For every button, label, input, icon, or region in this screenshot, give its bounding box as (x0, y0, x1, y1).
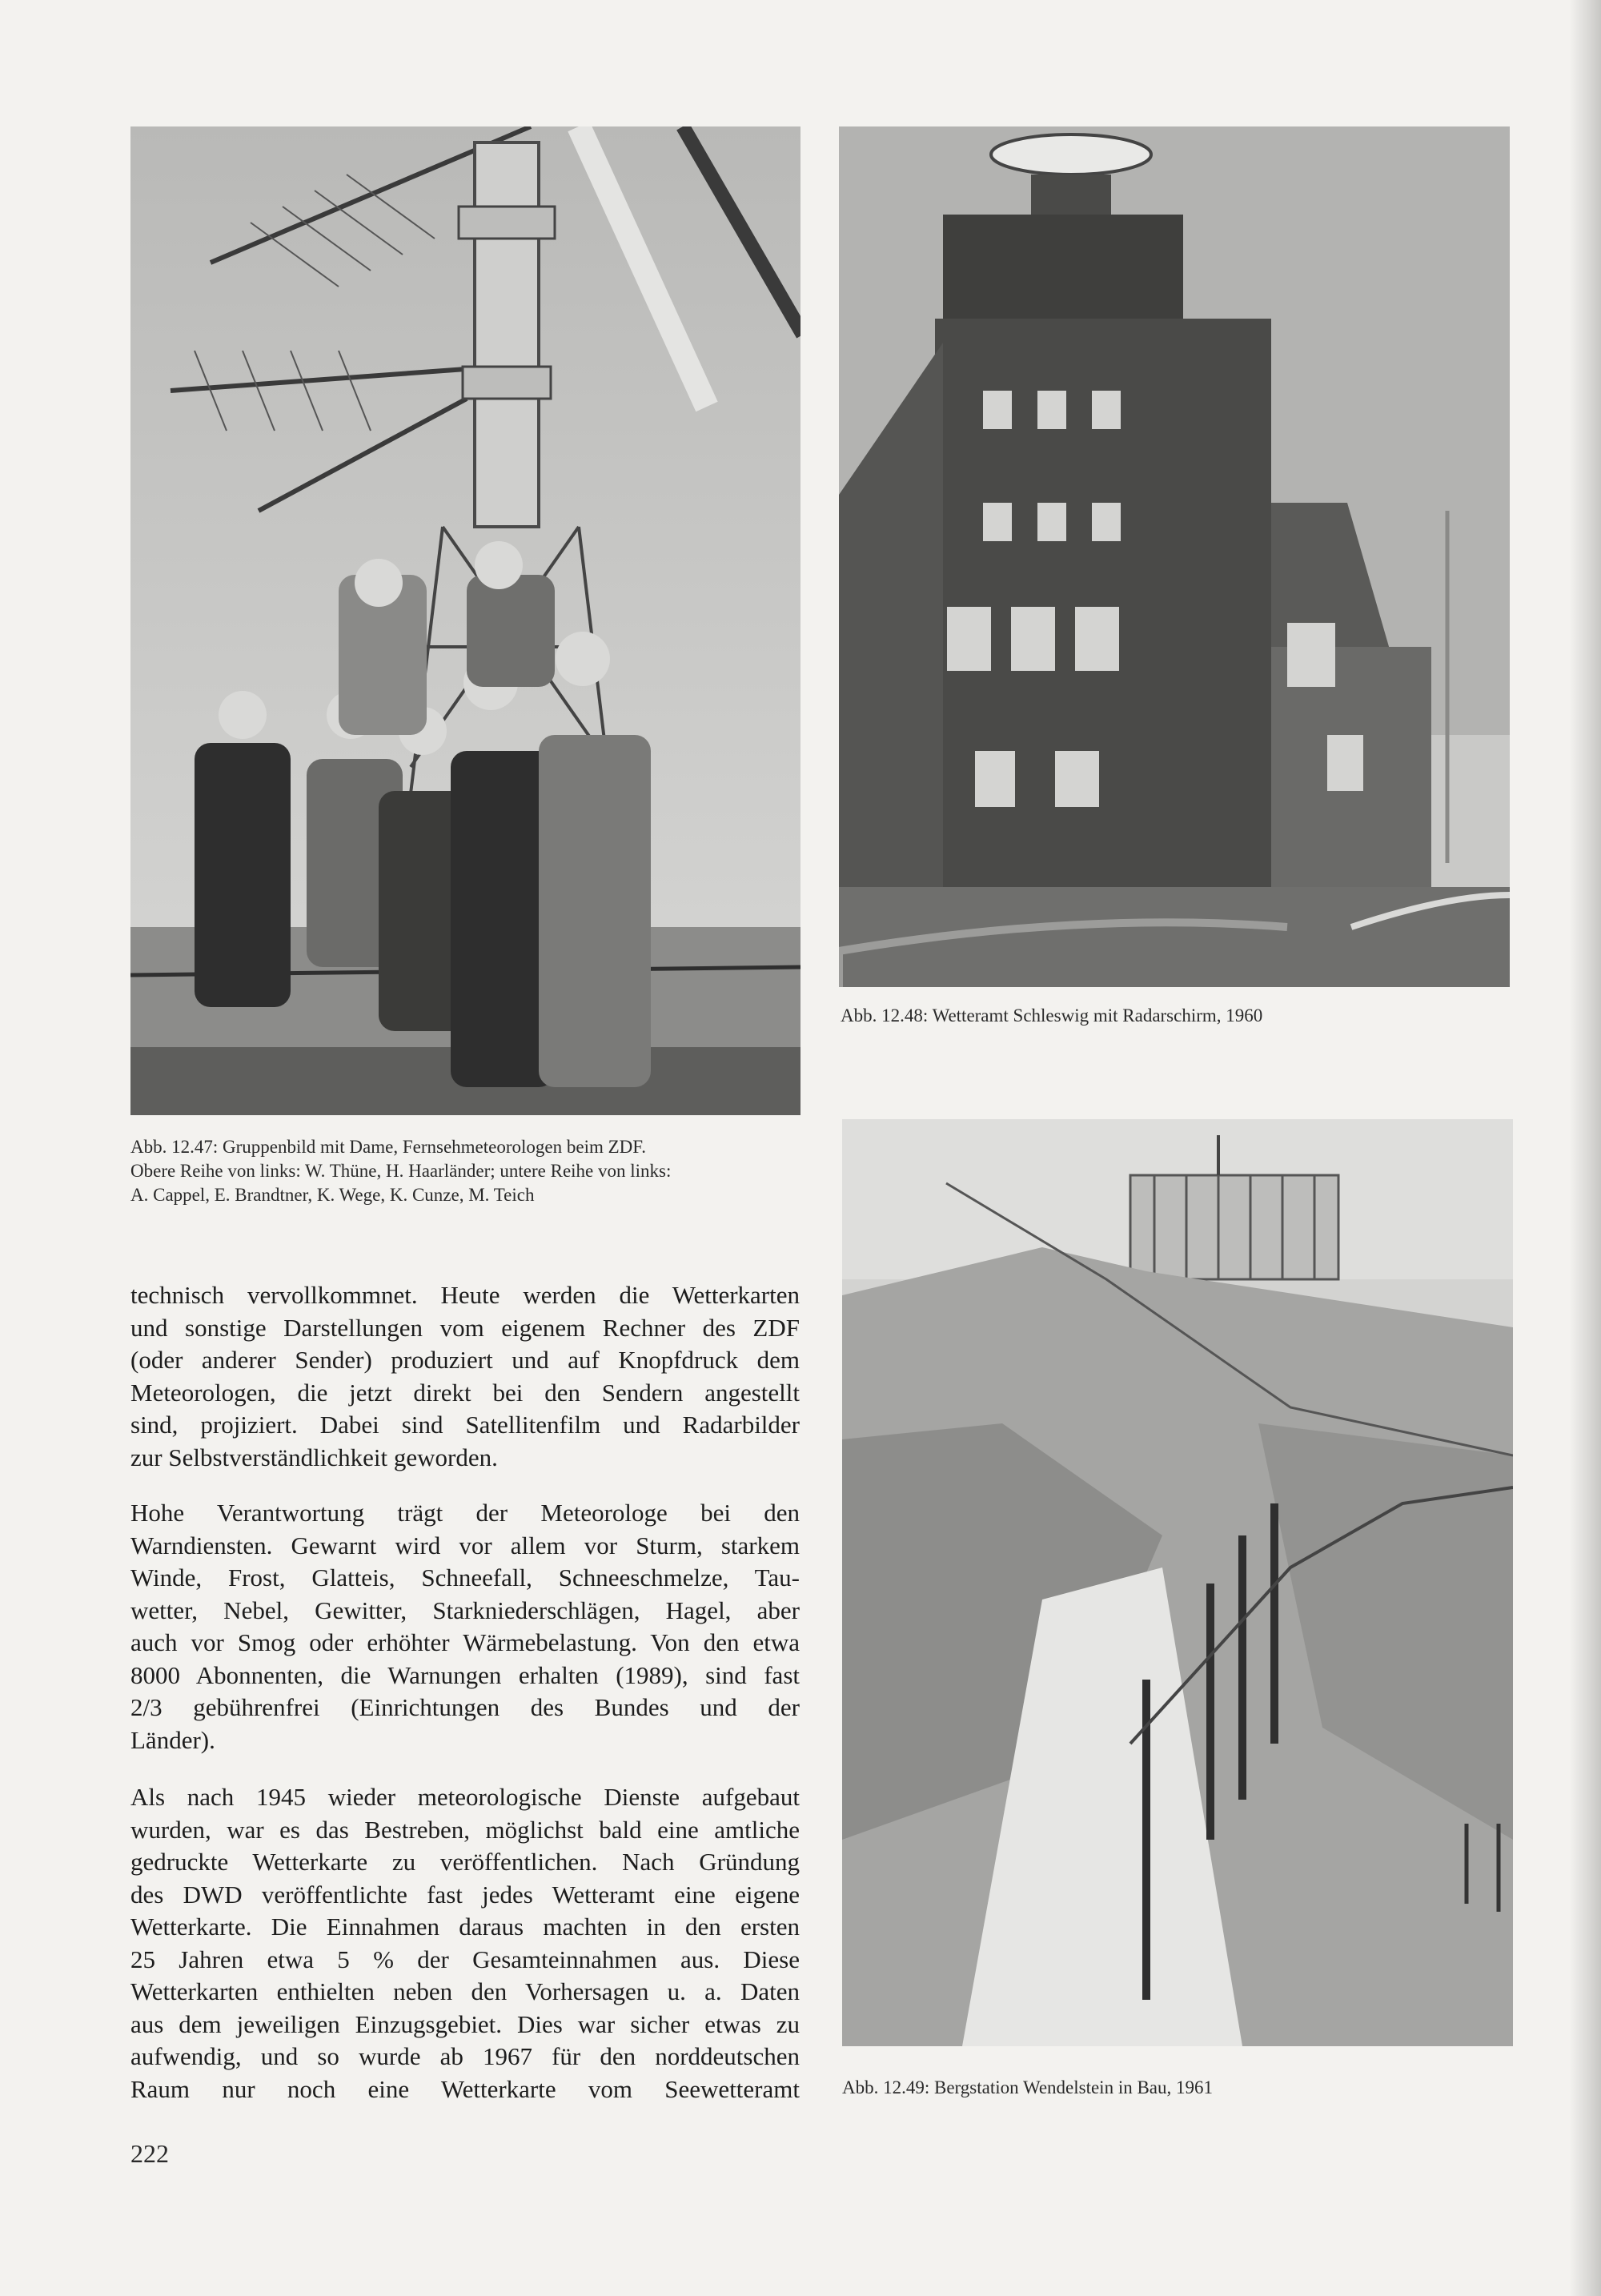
text-line: Meteorologen, die jetzt direkt bei den Sendern angestellt (130, 1378, 800, 1407)
text-line: aus dem jeweiligen Einzugsgebiet. Dies war sicher etwas zu (130, 2009, 800, 2038)
text-line: des DWD veröffentlichte fast jedes Wetteramt eine eigene (130, 1880, 800, 1909)
photo-wetteramt-schleswig (839, 126, 1510, 987)
caption-fig-12-49 (842, 2076, 1213, 2100)
paragraph-2 (130, 1497, 800, 1756)
text-line: wetter, Nebel, Gewitter, Starkniederschlägen, Hagel, aber (130, 1596, 800, 1624)
text-line: 25 Jahren etwa 5 % der Gesamteinnahmen aus. Diese (130, 1945, 800, 1973)
text-line: Raum nur noch eine Wetterkarte vom Seewetteramt (130, 2074, 800, 2103)
caption-text: Abb. 12.49: Bergstation Wendelstein in Bau, 1961 (842, 2077, 1214, 2097)
text-line: auch vor Smog oder erhöhter Wärmebelastung. Von den etwa (130, 1628, 800, 1656)
text-line: Als nach 1945 wieder meteorologische Dienste aufgebaut (130, 1783, 800, 1811)
photo-group-meteorologists (130, 126, 800, 1115)
photo-bergstation-wendelstein (842, 1119, 1513, 2046)
page-number: 222 (130, 2139, 169, 2168)
text-line: wurden, war es das Bestreben, möglichst bald eine amtliche (130, 1815, 800, 1844)
caption-fig-12-47 (130, 1135, 671, 1207)
text-line: gedruckte Wetterkarte zu veröffentlichen. Nach Gründung (130, 1848, 800, 1876)
caption-line: Abb. 12.47: Gruppenbild mit Dame, Fernsehmeteorologen beim ZDF. (130, 1137, 646, 1157)
text-line: 2/3 gebührenfrei (Einrichtungen des Bundes und der (130, 1693, 800, 1721)
text-line: sind, projiziert. Dabei sind Satellitenfilm und Radarbilder (130, 1411, 800, 1439)
caption-text: Abb. 12.48: Wetteramt Schleswig mit Radarschirm, 1960 (841, 1006, 1263, 1026)
text-line: (oder anderer Sender) produziert und auf Knopfdruck dem (130, 1346, 800, 1374)
caption-line: Obere Reihe von links: W. Thüne, H. Haarländer; untere Reihe von links: (130, 1161, 672, 1181)
text-line: Wetterkarte. Die Einnahmen daraus machten in den ersten (130, 1913, 800, 1941)
text-line: technisch vervollkommnet. Heute werden die Wetterkarten (130, 1281, 800, 1309)
text-line: Hohe Verantwortung trägt der Meteorologe bei den (130, 1499, 800, 1527)
text-line: Länder). (130, 1725, 215, 1754)
page-edge-shadow (1569, 0, 1601, 2296)
caption-fig-12-48 (841, 1004, 1262, 1028)
text-line: Wetterkarten enthielten neben den Vorhersagen u. a. Daten (130, 1977, 800, 2005)
paragraph-1 (130, 1279, 800, 1474)
text-line: und sonstige Darstellungen vom eigenem Rechner des ZDF (130, 1313, 800, 1342)
caption-line: A. Cappel, E. Brandtner, K. Wege, K. Cunze, M. Teich (130, 1185, 535, 1205)
text-line: zur Selbstverständlichkeit geworden. (130, 1443, 498, 1471)
text-line: 8000 Abonnenten, die Warnungen erhalten (1989), sind fast (130, 1660, 800, 1689)
text-line: Warndiensten. Gewarnt wird vor allem vor Sturm, starkem (130, 1531, 800, 1559)
text-line: aufwendig, und so wurde ab 1967 für den norddeutschen (130, 2042, 800, 2070)
text-line: Winde, Frost, Glatteis, Schneefall, Schneeschmelze, Tau- (130, 1563, 800, 1592)
paragraph-3 (130, 1781, 800, 2105)
